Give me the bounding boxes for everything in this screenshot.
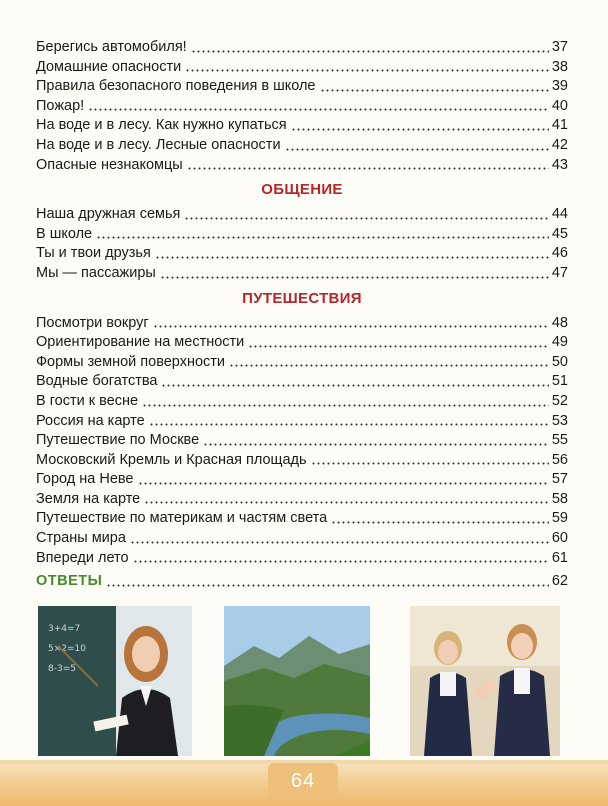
- toc-entry[interactable]: [36, 549, 568, 569]
- toc-entry[interactable]: [36, 116, 568, 136]
- toc-entry-title: Путешествие по материкам и частям света: [36, 510, 328, 527]
- toc-entry-page: 38: [551, 58, 568, 75]
- toc-entry-title: В гости к весне: [36, 392, 139, 409]
- toc-entry-page: 37: [551, 39, 568, 55]
- svg-text:3+4=7: 3+4=7: [48, 624, 81, 634]
- toc-entry[interactable]: [36, 97, 568, 117]
- dot-leader: [331, 521, 549, 524]
- toc-entry-title: Страны мира: [36, 530, 126, 547]
- toc-entry-page: 57: [551, 471, 568, 488]
- toc-entry[interactable]: [36, 509, 568, 529]
- page-number: 64: [268, 763, 338, 799]
- toc-entry-title: Наша дружная семья: [36, 206, 181, 223]
- toc-entry-page: 47: [551, 264, 568, 281]
- dot-leader: [96, 236, 549, 239]
- dot-leader: [160, 276, 549, 279]
- toc-entry-page: 41: [551, 117, 568, 134]
- toc-entry[interactable]: [36, 431, 568, 451]
- toc-entry[interactable]: [36, 314, 568, 334]
- toc-entry-page: 52: [551, 392, 568, 409]
- toc-entry-title: Путешествие по Москве: [36, 432, 200, 449]
- toc-entry-title: ОТВЕТЫ: [36, 573, 103, 590]
- dot-leader: [291, 128, 549, 131]
- toc-group-travel: [36, 314, 568, 569]
- toc-entry-title: На воде и в лесу. Лесные опасности: [36, 136, 281, 153]
- dot-leader: [130, 541, 549, 544]
- toc-entry-page: 45: [551, 225, 568, 242]
- dot-leader: [106, 584, 549, 587]
- toc-entry-page: 58: [551, 490, 568, 507]
- toc-entry-page: 48: [551, 314, 568, 331]
- toc-entry-page: 42: [551, 136, 568, 153]
- toc-entry-title: Домашние опасности: [36, 58, 182, 75]
- toc-entry[interactable]: [36, 264, 568, 284]
- toc-entry-page: 43: [551, 156, 568, 173]
- photo-river-valley: [224, 606, 370, 756]
- dot-leader: [153, 325, 549, 328]
- river-valley-illustration: [224, 606, 370, 756]
- toc-entry-title: Московский Кремль и Красная площадь: [36, 451, 307, 468]
- toc-group-communication: [36, 205, 568, 283]
- toc-entry-title: В школе: [36, 225, 93, 242]
- toc-entry-title: Россия на карте: [36, 412, 145, 429]
- schoolgirls-illustration: [410, 606, 560, 756]
- toc-entry-title: Впереди лето: [36, 549, 129, 566]
- dot-leader: [133, 560, 549, 563]
- toc-entry[interactable]: [36, 136, 568, 156]
- toc-entry[interactable]: [36, 490, 568, 510]
- dot-leader: [138, 482, 549, 485]
- dot-leader: [285, 148, 549, 151]
- dot-leader: [248, 345, 549, 348]
- toc-entry-page: 39: [551, 78, 568, 95]
- toc-entry[interactable]: [36, 451, 568, 471]
- photo-teacher: [38, 606, 192, 756]
- toc-entry[interactable]: [36, 58, 568, 78]
- toc-entry[interactable]: [36, 77, 568, 97]
- toc-entry-page: 60: [551, 530, 568, 547]
- toc-entry[interactable]: [36, 156, 568, 176]
- dot-leader: [155, 256, 549, 259]
- toc-entry-answers[interactable]: [36, 572, 568, 592]
- toc-entry-page: 59: [551, 510, 568, 527]
- toc-entry-title: Ты и твои друзья: [36, 245, 151, 262]
- toc-entry[interactable]: [36, 372, 568, 392]
- toc-entry-page: 49: [551, 334, 568, 351]
- dot-leader: [185, 69, 549, 72]
- dot-leader: [88, 108, 549, 111]
- svg-text:8-3=5: 8-3=5: [48, 664, 76, 674]
- toc-entry[interactable]: [36, 412, 568, 432]
- svg-text:5×2=10: 5×2=10: [48, 644, 86, 654]
- toc-entry[interactable]: [36, 392, 568, 412]
- toc-entry-page: 62: [551, 573, 568, 590]
- dot-leader: [187, 167, 549, 170]
- toc-entry-title: Правила безопасного поведения в школе: [36, 78, 316, 95]
- toc-entry[interactable]: [36, 470, 568, 490]
- toc-entry[interactable]: [36, 529, 568, 549]
- toc-entry-page: 50: [551, 353, 568, 370]
- section-heading-communication: ОБЩЕНИЕ: [261, 181, 343, 199]
- toc-entry-page: 61: [551, 549, 568, 566]
- toc-entry-title: Берегись автомобиля!: [36, 39, 187, 55]
- toc-entry[interactable]: [36, 38, 568, 58]
- toc-entry[interactable]: [36, 205, 568, 225]
- toc-entry-title: Формы земной поверхности: [36, 353, 226, 370]
- toc-entry-title: Ориентирование на местности: [36, 334, 245, 351]
- toc-entry-page: 55: [551, 432, 568, 449]
- toc-entry-page: 40: [551, 97, 568, 114]
- toc-entry[interactable]: [36, 333, 568, 353]
- toc-entry-title: Опасные незнакомцы: [36, 156, 183, 173]
- toc-entry-title: Город на Неве: [36, 471, 134, 488]
- toc-entry-title: Водные богатства: [36, 373, 158, 390]
- toc-entry-title: Земля на карте: [36, 490, 141, 507]
- dot-leader: [203, 443, 549, 446]
- toc-entry-page: 51: [551, 373, 568, 390]
- photo-schoolgirls: [410, 606, 560, 756]
- dot-leader: [161, 384, 548, 387]
- toc-entry-page: 56: [551, 451, 568, 468]
- table-of-contents: [36, 38, 568, 592]
- toc-entry-page: 53: [551, 412, 568, 429]
- toc-group-safety: [36, 38, 568, 175]
- toc-entry-title: На воде и в лесу. Как нужно купаться: [36, 117, 287, 134]
- toc-entry[interactable]: [36, 244, 568, 264]
- dot-leader: [144, 501, 549, 504]
- section-heading-travel: ПУТЕШЕСТВИЯ: [242, 289, 362, 307]
- dot-leader: [142, 404, 549, 407]
- dot-leader: [320, 89, 549, 92]
- dot-leader: [311, 462, 549, 465]
- toc-entry[interactable]: [36, 225, 568, 245]
- toc-entry[interactable]: [36, 353, 568, 373]
- dot-leader: [191, 50, 549, 53]
- teacher-illustration: [38, 606, 192, 756]
- toc-entry-title: Посмотри вокруг: [36, 314, 149, 331]
- toc-entry-title: Мы — пассажиры: [36, 264, 156, 281]
- toc-entry-title: Пожар!: [36, 97, 85, 114]
- toc-entry-page: 46: [551, 245, 568, 262]
- dot-leader: [149, 423, 549, 426]
- photo-strip: [0, 606, 608, 756]
- dot-leader: [184, 217, 548, 220]
- dot-leader: [229, 364, 549, 367]
- toc-entry-page: 44: [551, 206, 568, 223]
